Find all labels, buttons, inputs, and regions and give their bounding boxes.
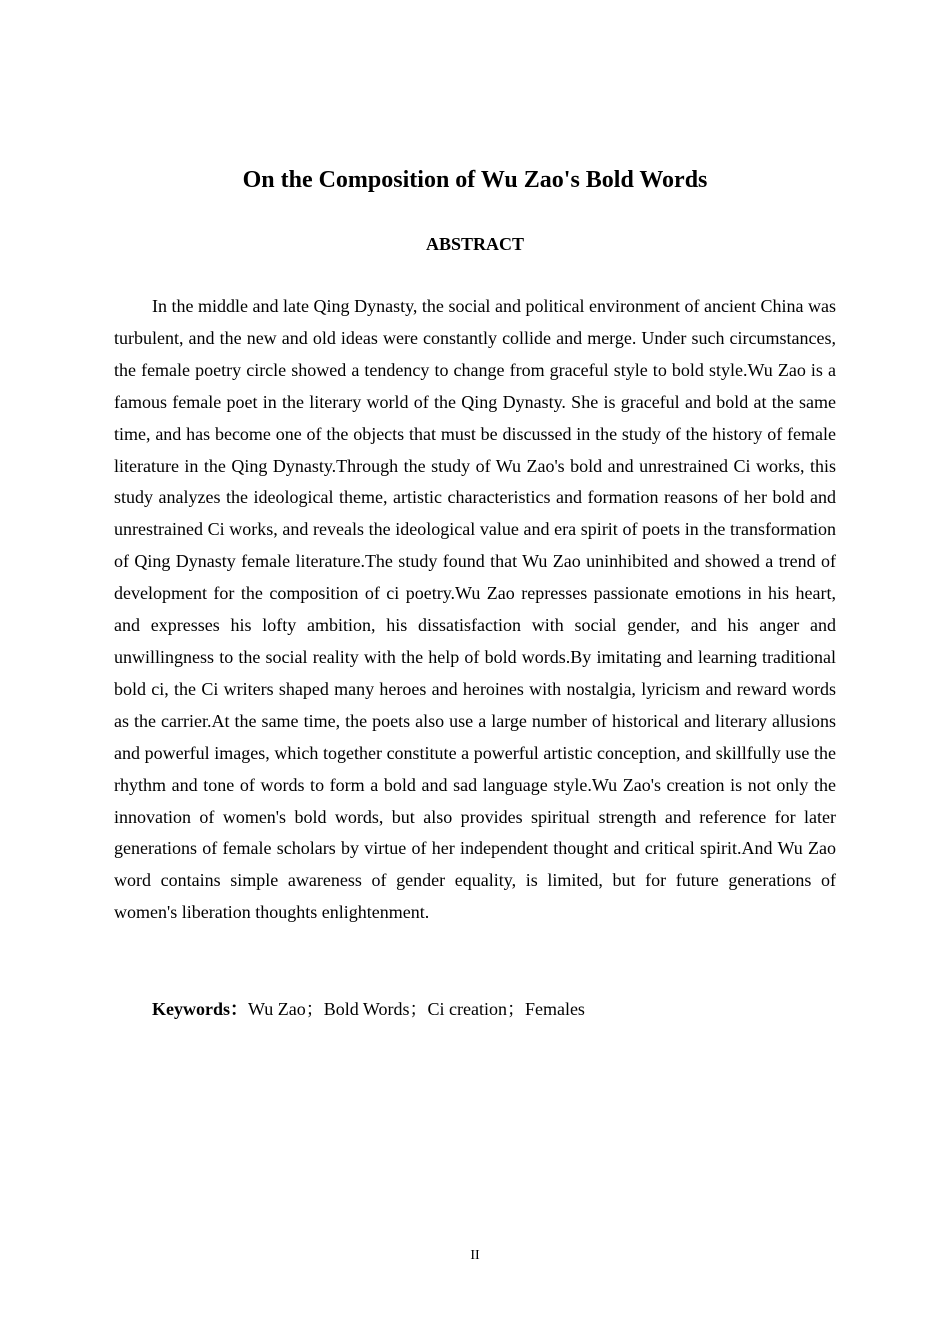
keywords-list: Wu Zao；Bold Words；Ci creation；Females	[248, 999, 585, 1019]
keywords-label: Keywords：	[152, 999, 248, 1019]
abstract-body: In the middle and late Qing Dynasty, the social and political environment of ancient China was turbulent, and the new and old ideas were constantly collide and merge. Under such circumstances, the female poetry circle showed a tendency to change from graceful style to bold style.Wu Zao is a famous female poet in the literary world of the Qing Dynasty. She is graceful and bold at the same time, and has become one of the objects that must be discussed in the study of the history of female literature in the Qing Dynasty.Through the study of Wu Zao's bold and unrestrained Ci works, this study analyzes the ideological theme, artistic characteristics and formation reasons of her bold and unrestrained Ci works, and reveals the ideological value and era spirit of poets in the transformation of Qing Dynasty female literature.The study found that Wu Zao uninhibited and showed a trend of development for the composition of ci poetry.Wu Zao represses passionate emotions in his heart, and expresses his lofty ambition, his dissatisfaction with social gender, and his anger and unwillingness to the social reality with the help of bold words.By imitating and learning traditional bold ci, the Ci writers shaped many heroes and heroines with nostalgia, lyricism and reward words as the carrier.At the same time, the poets also use a large number of historical and literary allusions and powerful images, which together constitute a powerful artistic conception, and skillfully use the rhythm and tone of words to form a bold and sad language style.Wu Zao's creation is not only the innovation of women's bold words, but also provides spiritual strength and reference for later generations of female scholars by virtue of her independent thought and critical spirit.And Wu Zao word contains simple awareness of gender equality, is limited, but for future generations of women's liberation thoughts enlightenment.	[114, 296, 836, 923]
abstract-heading: ABSTRACT	[425, 234, 525, 254]
keywords-line	[152, 994, 836, 1025]
page-number: II	[470, 1248, 480, 1263]
paper-title: On the Composition of Wu Zao's Bold Words	[242, 167, 708, 193]
